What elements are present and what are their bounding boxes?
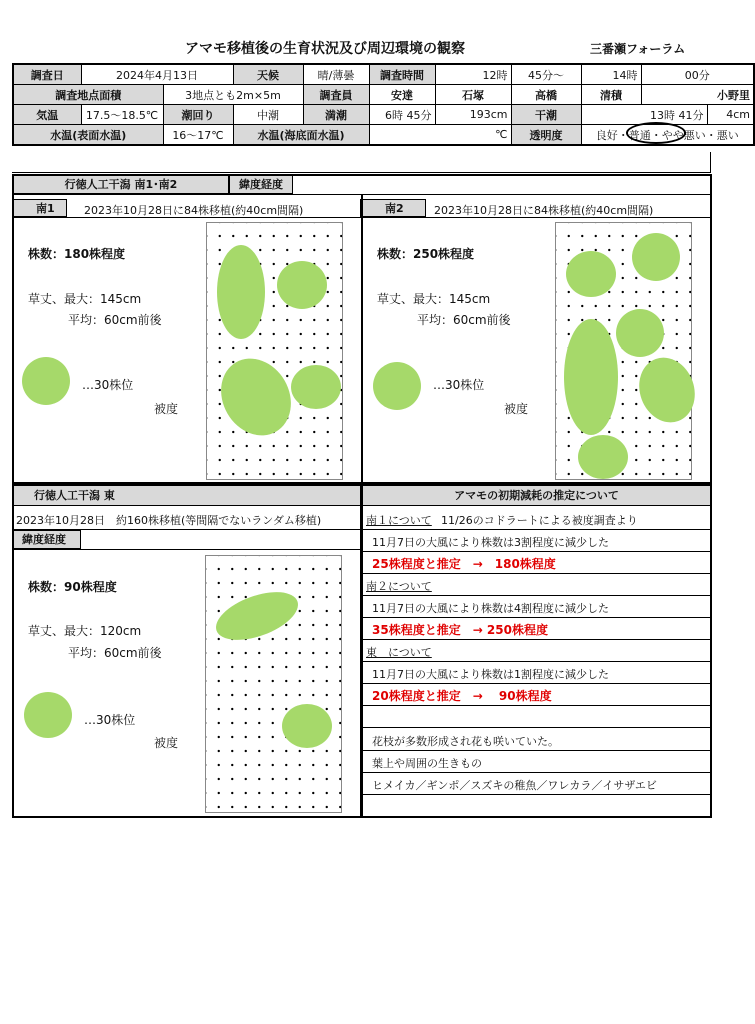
area-value: 3地点とも2m×5m bbox=[163, 85, 303, 105]
south2-quadrat-grid bbox=[555, 222, 692, 480]
east-count: 株数：90株程度 bbox=[28, 580, 117, 594]
member-name: 高橋 bbox=[511, 85, 581, 105]
east-desc: 2023年10月28日 約160株移植(等間隔でないランダム移植) bbox=[16, 514, 322, 527]
east-coverage-label: 被度 bbox=[154, 736, 179, 750]
east-site-label: 行徳人工干潟 東 bbox=[13, 485, 361, 506]
time-end-minute: 00分 bbox=[641, 64, 754, 85]
high-tide-time: 6時 45分 bbox=[369, 105, 435, 125]
seagrass-patch bbox=[566, 251, 616, 297]
member-name: 安達 bbox=[369, 85, 435, 105]
seagrass-patch bbox=[277, 261, 327, 309]
south2-height-avg: 平均：60cm前後 bbox=[417, 313, 511, 327]
estimate-s2-heading: 南２について bbox=[366, 580, 432, 593]
surface-water-temp-label: 水温(表面水温) bbox=[13, 125, 163, 146]
date-label: 調査日 bbox=[13, 64, 81, 85]
south1-coverage-label: 被度 bbox=[154, 402, 179, 416]
south2-height-max: 草丈、最大：145cm bbox=[377, 292, 491, 306]
weather-value: 晴/薄曇 bbox=[303, 64, 369, 85]
estimate-s2-result: 35株程度と推定 → 250株程度 bbox=[372, 623, 548, 637]
east-height-max: 草丈、最大：120cm bbox=[28, 624, 142, 638]
legend-blob bbox=[22, 357, 70, 405]
time-start-minute: 45分～ bbox=[511, 64, 581, 85]
air-temp-label: 気温 bbox=[13, 105, 81, 125]
divider bbox=[710, 152, 711, 172]
divider bbox=[362, 595, 711, 596]
low-tide-label: 干潮 bbox=[511, 105, 581, 125]
seagrass-patch bbox=[282, 704, 332, 748]
time-start-hour: 12時 bbox=[435, 64, 511, 85]
south2-name: 南2 bbox=[362, 199, 426, 217]
divider bbox=[13, 549, 361, 550]
east-quadrat-grid bbox=[205, 555, 342, 813]
member-name: 清積 bbox=[581, 85, 641, 105]
seagrass-patch bbox=[217, 245, 265, 339]
divider bbox=[362, 772, 711, 773]
south2-count: 株数：250株程度 bbox=[377, 247, 475, 261]
divider bbox=[362, 661, 711, 662]
south1-legend: …30株位 bbox=[82, 378, 134, 392]
area-label: 調査地点面積 bbox=[13, 85, 163, 105]
estimate-s2-line: 11月7日の大風により株数は4割程度に減少した bbox=[372, 602, 609, 615]
south-latlng-label: 緯度経度 bbox=[229, 175, 293, 194]
note-creatures-heading: 葉上や周囲の生きもの bbox=[372, 757, 482, 770]
divider bbox=[362, 217, 711, 218]
south1-quadrat-grid bbox=[206, 222, 343, 480]
members-label: 調査員 bbox=[303, 85, 369, 105]
date-value: 2024年4月13日 bbox=[81, 64, 233, 85]
clarity-selected-circle bbox=[626, 122, 686, 144]
estimate-s1-note: 11/26のコドラートによる被度調査より bbox=[441, 514, 638, 527]
legend-blob bbox=[373, 362, 421, 410]
estimate-s1-heading: 南１について bbox=[366, 514, 432, 527]
estimate-east-line: 11月7日の大風により株数は1割程度に減少した bbox=[372, 668, 609, 681]
clarity-options: 良好・普通・やや悪い・悪い bbox=[595, 128, 739, 142]
divider bbox=[362, 529, 711, 530]
divider bbox=[362, 617, 711, 618]
south2-coverage-label: 被度 bbox=[504, 402, 529, 416]
member-name: 石塚 bbox=[435, 85, 511, 105]
south-site-label: 行徳人工干潟 南1･南2 bbox=[13, 175, 229, 194]
air-temp-value: 17.5～18.5℃ bbox=[81, 105, 163, 125]
divider bbox=[362, 794, 711, 795]
surface-water-temp-value: 16～17℃ bbox=[163, 125, 233, 146]
south2-legend: …30株位 bbox=[433, 378, 485, 392]
legend-blob bbox=[24, 692, 72, 738]
seagrass-patch bbox=[578, 435, 628, 479]
time-end-hour: 14時 bbox=[581, 64, 641, 85]
south1-count: 株数：180株程度 bbox=[28, 247, 126, 261]
seagrass-patch bbox=[207, 346, 304, 448]
south1-name: 南1 bbox=[13, 199, 67, 217]
note-creatures-list: ヒメイカ／ギンポ／スズキの稚魚／ワレカラ／イサザエビ bbox=[372, 779, 657, 792]
south1-height-avg: 平均：60cm前後 bbox=[68, 313, 162, 327]
seagrass-patch bbox=[564, 319, 618, 435]
low-tide-time: 13時 41分 bbox=[581, 105, 707, 125]
divider bbox=[362, 750, 711, 751]
seagrass-patch bbox=[291, 365, 341, 409]
bottom-water-temp-label: 水温(海底面水温) bbox=[233, 125, 369, 146]
east-height-avg: 平均：60cm前後 bbox=[68, 646, 162, 660]
seagrass-patch bbox=[632, 233, 680, 281]
estimate-east-result: 20株程度と推定 → 90株程度 bbox=[372, 689, 552, 703]
tide-cycle-label: 潮回り bbox=[163, 105, 233, 125]
east-latlng-label: 緯度経度 bbox=[13, 530, 81, 549]
high-tide-label: 満潮 bbox=[303, 105, 369, 125]
organization-name: 三番瀬フォーラム bbox=[590, 42, 686, 56]
tide-cycle-value: 中潮 bbox=[233, 105, 303, 125]
south1-height-max: 草丈、最大：145cm bbox=[28, 292, 142, 306]
divider bbox=[12, 172, 711, 173]
south1-desc: 2023年10月28日に84株移植(約40cm間隔) bbox=[84, 204, 304, 217]
weather-label: 天候 bbox=[233, 64, 303, 85]
divider bbox=[362, 683, 711, 684]
south2-desc: 2023年10月28日に84株移植(約40cm間隔) bbox=[434, 204, 654, 217]
clarity-value bbox=[581, 125, 754, 146]
divider bbox=[13, 217, 361, 218]
member-name: 小野里 bbox=[641, 85, 754, 105]
divider bbox=[360, 199, 361, 217]
survey-info-table bbox=[12, 63, 755, 146]
bottom-water-temp-value: ℃ bbox=[369, 125, 511, 146]
seagrass-patch bbox=[616, 309, 664, 357]
seagrass-patch bbox=[210, 582, 304, 649]
low-tide-height: 4cm bbox=[707, 105, 754, 125]
high-tide-height: 193cm bbox=[435, 105, 511, 125]
divider bbox=[362, 573, 711, 574]
time-label: 調査時間 bbox=[369, 64, 435, 85]
note-flowers: 花枝が多数形成され花も咲いていた。 bbox=[372, 735, 559, 748]
divider bbox=[362, 727, 711, 728]
divider bbox=[361, 194, 363, 484]
estimate-s1-result: 25株程度と推定 → 180株程度 bbox=[372, 557, 556, 571]
estimate-title: アマモの初期減耗の推定について bbox=[362, 485, 711, 506]
estimate-s1-line: 11月7日の大風により株数は3割程度に減少した bbox=[372, 536, 609, 549]
estimate-east-heading: 東 について bbox=[366, 646, 432, 659]
page-title: アマモ移植後の生育状況及び周辺環境の観察 bbox=[185, 41, 465, 57]
divider bbox=[362, 705, 711, 706]
clarity-label: 透明度 bbox=[511, 125, 581, 146]
divider bbox=[362, 551, 711, 552]
divider bbox=[362, 639, 711, 640]
east-legend: …30株位 bbox=[84, 713, 136, 727]
